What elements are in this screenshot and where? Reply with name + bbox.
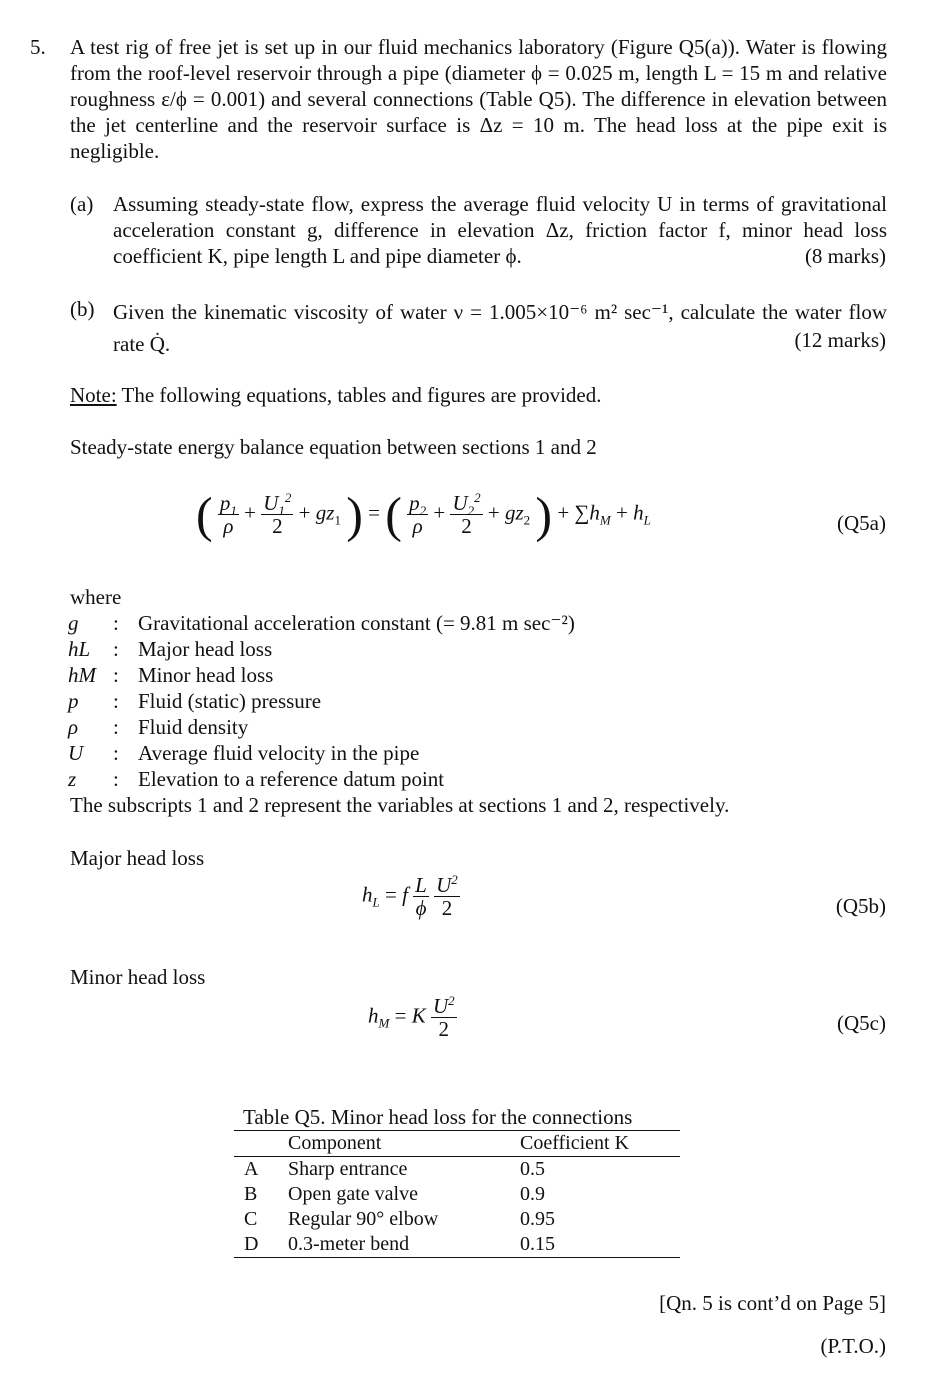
energy-balance-equation: ( $\frac{p_1}{\rho}$ + $\frac{U_1^2}{2}$ + $gz_1$ ) = ( $\frac{p_2}{\rho}$ + $\frac{U_2^2}{2}$ + $gz_2$ ) + $\sum h_M + h_L$ bbox=[196, 486, 651, 543]
symbol-description: Minor head loss bbox=[138, 663, 274, 687]
minor-head-loss-equation: $h_M = K$ $\frac{U^2}{2}$ bbox=[368, 993, 455, 1041]
row-id: A bbox=[244, 1158, 259, 1180]
note-text: The following equations, tables and figures are provided. bbox=[121, 383, 602, 407]
major-head-loss-equation: $h_L = f$ $\frac{L}{\phi}$ $\frac{U^2}{2}$ bbox=[362, 872, 458, 920]
symbol: p bbox=[68, 689, 79, 713]
pto-note: (P.T.O.) bbox=[820, 1334, 886, 1358]
question-number: 5. bbox=[30, 35, 46, 59]
eq-label-q5c: (Q5c) bbox=[837, 1011, 886, 1035]
row-component: Sharp entrance bbox=[288, 1158, 408, 1180]
part-a-marks: (8 marks) bbox=[804, 244, 886, 268]
subscripts-note: The subscripts 1 and 2 represent the variables at sections 1 and 2, respectively. bbox=[70, 793, 730, 817]
minor-loss-table bbox=[234, 1131, 680, 1258]
major-head-loss-label: Major head loss bbox=[70, 846, 205, 870]
row-k: 0.15 bbox=[520, 1233, 555, 1255]
part-a-text: Assuming steady-state flow, express the average fluid velocity U in terms of gravitational acceleration constant g, difference in elevation Δz, friction factor f, minor head loss coefficient K, pipe length L and pipe diameter ϕ. bbox=[113, 192, 887, 268]
table-row bbox=[234, 1207, 680, 1232]
row-id: C bbox=[244, 1208, 258, 1230]
table-row bbox=[234, 1232, 680, 1258]
header-component: Component bbox=[288, 1132, 382, 1154]
symbol: U bbox=[68, 741, 84, 765]
row-k: 0.9 bbox=[520, 1183, 545, 1205]
eq-label-q5a: (Q5a) bbox=[837, 511, 886, 535]
row-k: 0.95 bbox=[520, 1208, 555, 1230]
symbol: g bbox=[68, 611, 79, 635]
table-row bbox=[234, 1157, 680, 1183]
symbol-description: Major head loss bbox=[138, 637, 273, 661]
table-caption: Table Q5. Minor head loss for the connections bbox=[243, 1105, 633, 1129]
table-header-row bbox=[234, 1131, 680, 1157]
where-label: where bbox=[70, 585, 122, 609]
intro-text: A test rig of free jet is set up in our fluid mechanics laboratory (Figure Q5(a)). Water is flowing from the roof-level reservoir through a pipe (diameter ϕ = 0.025 m, length L = 15 m and relative roughness ε/ϕ = 0.001) and several connections (Table Q5). The difference in elevation between the jet centerline and the reservoir surface is Δz = 10 m. The head loss at the pipe exit is negligible. bbox=[70, 35, 887, 163]
question-intro bbox=[70, 34, 887, 164]
energy-heading: Steady-state energy balance equation between sections 1 and 2 bbox=[70, 435, 597, 459]
continued-note: [Qn. 5 is cont’d on Page 5] bbox=[659, 1291, 886, 1315]
symbol-description: Gravitational acceleration constant (= 9.81 m sec⁻²) bbox=[138, 611, 575, 635]
part-b-text: Given the kinematic viscosity of water ν = 1.005×10⁻⁶ m² sec⁻¹, calculate the water flow rate Q̇. bbox=[113, 300, 887, 356]
symbol-list: g : Gravitational acceleration constant (= 9.81 m sec⁻²) hL : Major head loss hM : Minor head loss p : Fluid (static) pressure ρ : Fluid density U : Average fluid velocity in the pipe z : Elevation to a reference datum point bbox=[68, 611, 575, 791]
part-a-label: (a) bbox=[70, 192, 94, 216]
row-component: 0.3-meter bend bbox=[288, 1233, 410, 1255]
symbol-description: Elevation to a reference datum point bbox=[138, 767, 445, 791]
row-component: Open gate valve bbox=[288, 1183, 418, 1205]
note bbox=[70, 382, 601, 408]
symbol: hL bbox=[68, 637, 91, 661]
symbol: hM bbox=[68, 663, 96, 687]
minor-head-loss-label: Minor head loss bbox=[70, 965, 206, 989]
symbol-description: Average fluid velocity in the pipe bbox=[138, 741, 420, 765]
symbol-description: Fluid (static) pressure bbox=[138, 689, 322, 713]
header-coefficient: Coefficient K bbox=[520, 1132, 630, 1154]
symbol: ρ bbox=[68, 715, 79, 739]
row-component: Regular 90° elbow bbox=[288, 1208, 439, 1230]
part-b-marks: (12 marks) bbox=[794, 328, 886, 352]
eq-label-q5b: (Q5b) bbox=[835, 894, 886, 918]
row-k: 0.5 bbox=[520, 1158, 545, 1180]
table-row bbox=[234, 1182, 680, 1207]
symbol-description: Fluid density bbox=[138, 715, 249, 739]
symbol: z bbox=[68, 767, 77, 791]
note-label: Note: bbox=[70, 383, 117, 407]
part-b-label: (b) bbox=[70, 297, 95, 321]
row-id: D bbox=[244, 1233, 259, 1255]
row-id: B bbox=[244, 1183, 258, 1205]
